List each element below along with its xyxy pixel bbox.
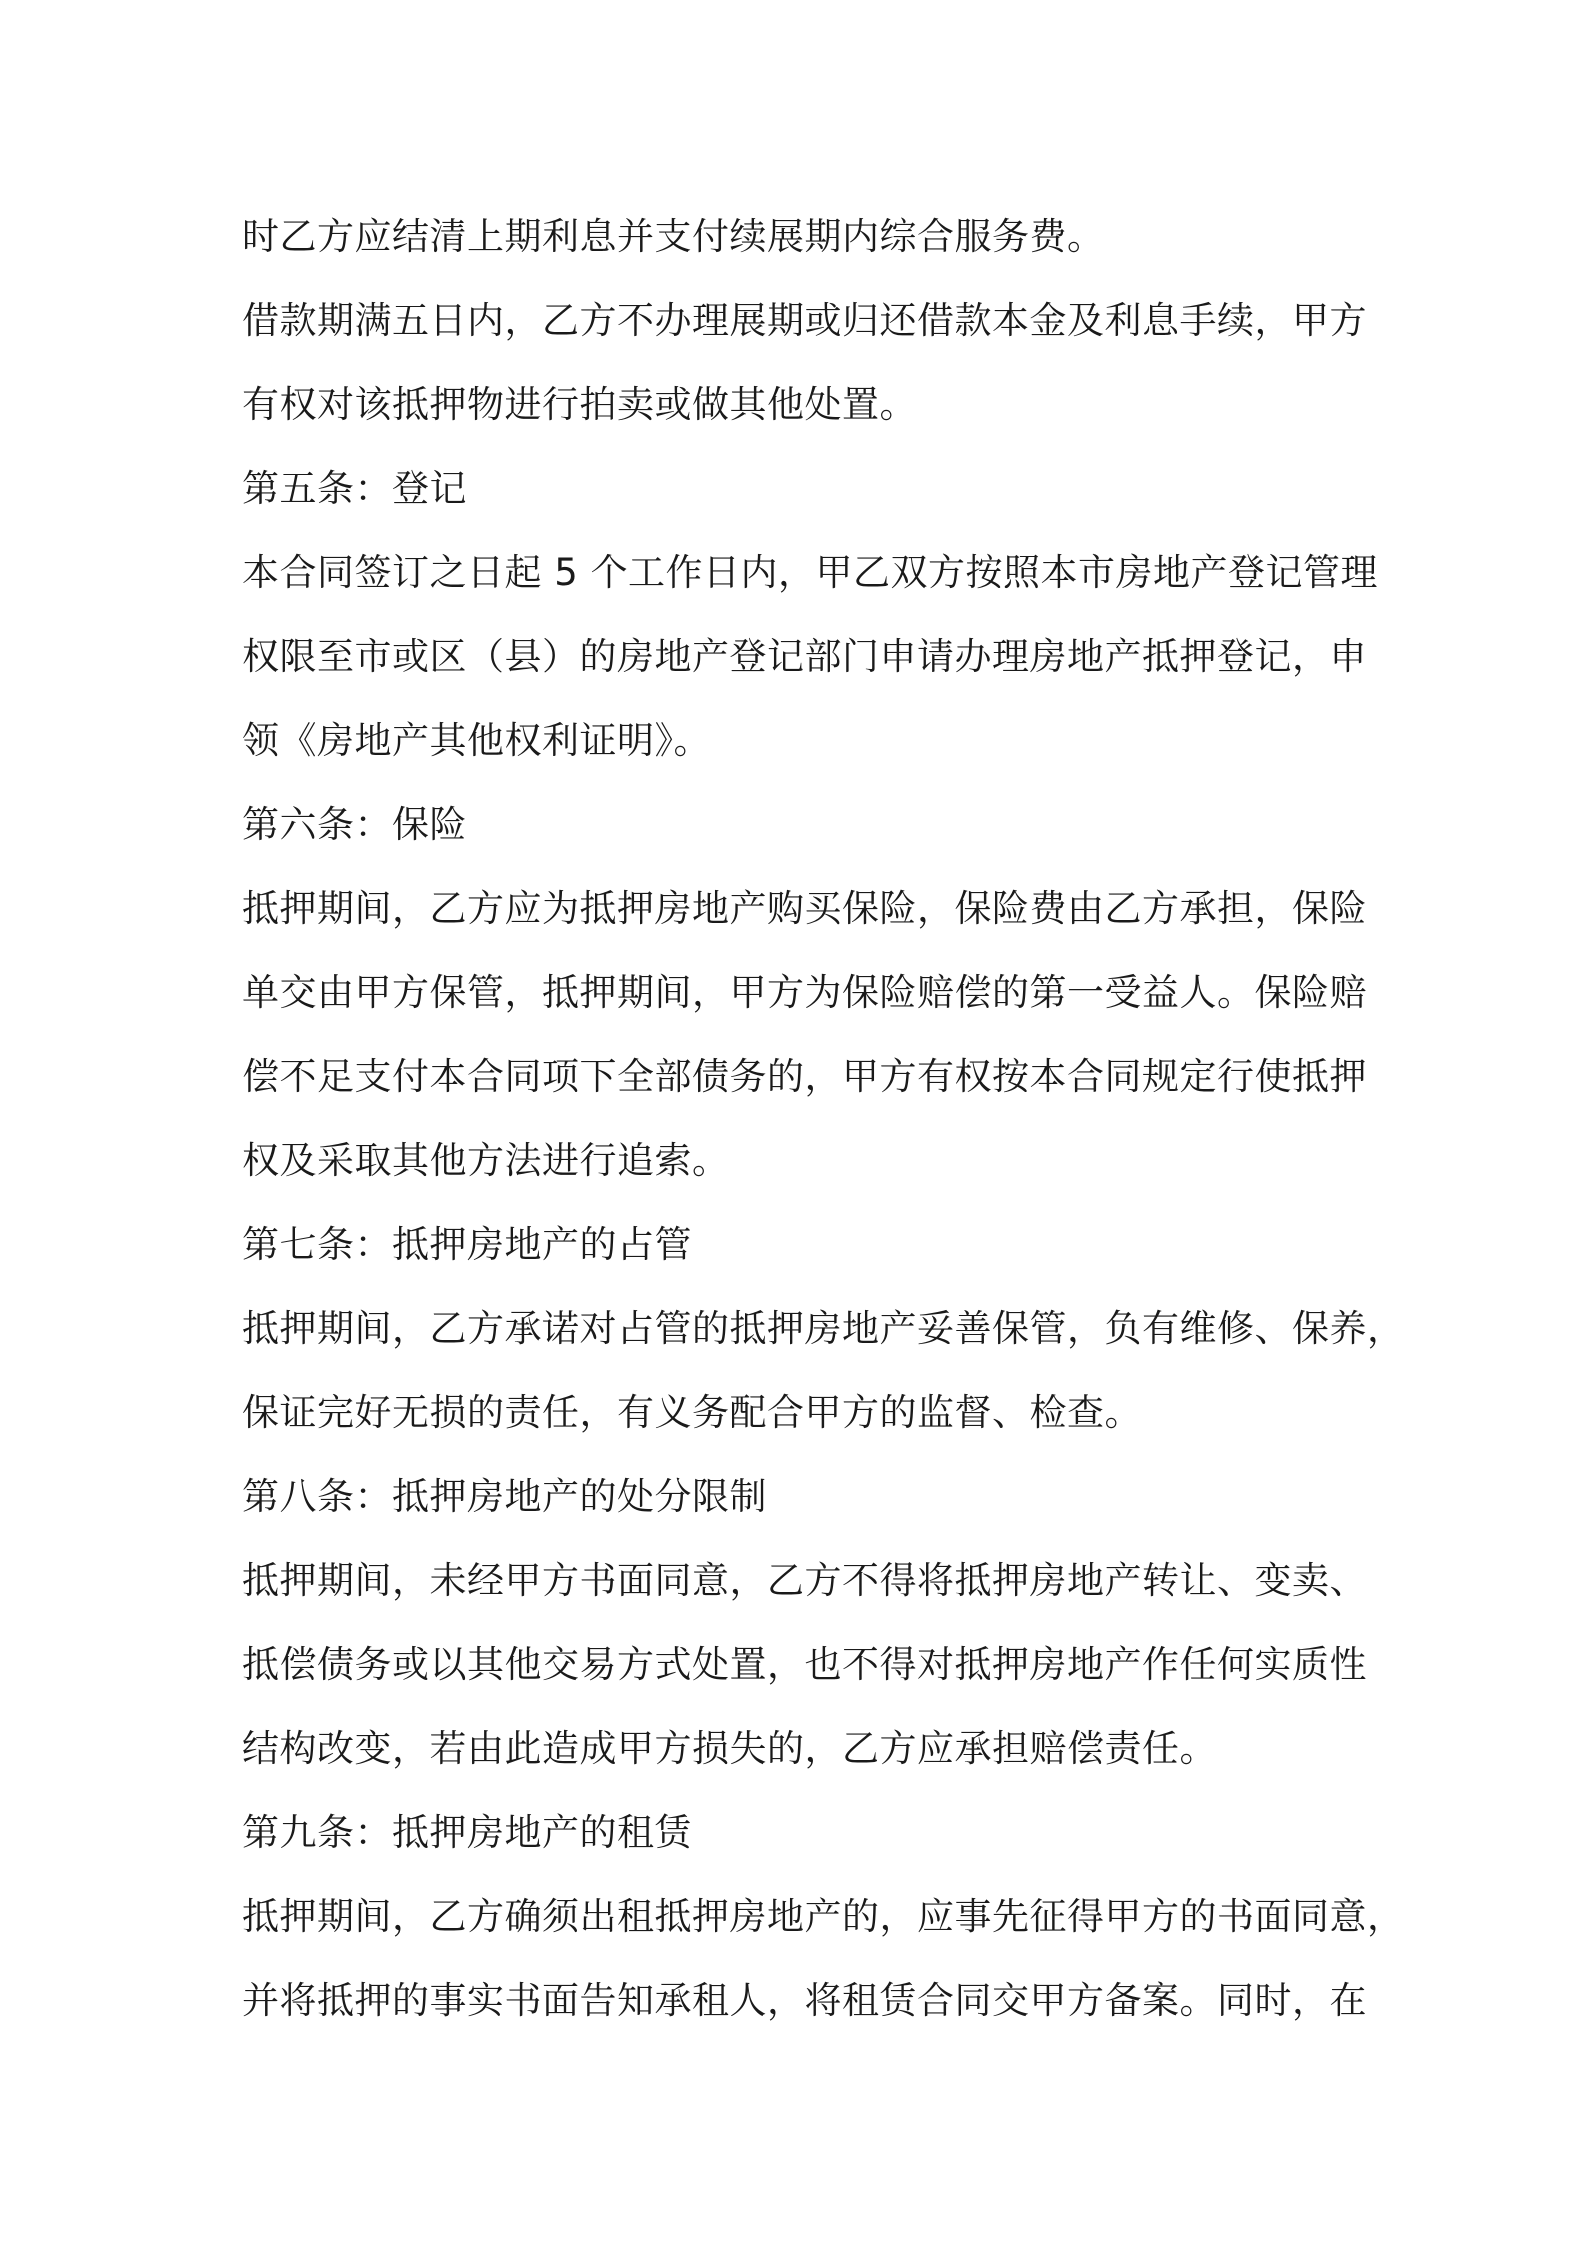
paragraph-line: 保证完好无损的责任，有义务配合甲方的监督、检查。 xyxy=(242,1391,1142,1434)
paragraph-line: 抵押期间，未经甲方书面同意，乙方不得将抵押房地产转让、变卖、 xyxy=(242,1559,1367,1602)
paragraph-line: 偿不足支付本合同项下全部债务的，甲方有权按本合同规定行使抵押 xyxy=(242,1055,1367,1098)
paragraph-line: 有权对该抵押物进行拍卖或做其他处置。 xyxy=(242,383,917,426)
paragraph-line: 抵押期间，乙方确须出租抵押房地产的，应事先征得甲方的书面同意， xyxy=(242,1895,1405,1938)
paragraph-line: 领《房地产其他权利证明》。 xyxy=(242,719,711,762)
article-heading-8: 第八条：抵押房地产的处分限制 xyxy=(242,1475,767,1518)
document-body xyxy=(242,195,1405,2043)
paragraph-line: 本合同签订之日起 5 个工作日内，甲乙双方按照本市房地产登记管理 xyxy=(242,551,1379,594)
paragraph-line: 权限至市或区（县）的房地产登记部门申请办理房地产抵押登记，申 xyxy=(242,635,1367,678)
paragraph-line: 抵押期间，乙方承诺对占管的抵押房地产妥善保管，负有维修、保养， xyxy=(242,1307,1405,1350)
article-heading-5: 第五条：登记 xyxy=(242,467,467,510)
paragraph-line: 单交由甲方保管，抵押期间，甲方为保险赔偿的第一受益人。保险赔 xyxy=(242,971,1367,1014)
article-heading-7: 第七条：抵押房地产的占管 xyxy=(242,1223,692,1266)
paragraph-line: 权及采取其他方法进行追索。 xyxy=(242,1139,730,1182)
paragraph-line: 结构改变，若由此造成甲方损失的，乙方应承担赔偿责任。 xyxy=(242,1727,1217,1770)
article-heading-6: 第六条：保险 xyxy=(242,803,467,846)
paragraph-line: 借款期满五日内，乙方不办理展期或归还借款本金及利息手续，甲方 xyxy=(242,299,1367,342)
paragraph-line: 并将抵押的事实书面告知承租人，将租赁合同交甲方备案。同时，在 xyxy=(242,1979,1367,2022)
article-heading-9: 第九条：抵押房地产的租赁 xyxy=(242,1811,692,1854)
paragraph-line: 抵偿债务或以其他交易方式处置，也不得对抵押房地产作任何实质性 xyxy=(242,1643,1367,1686)
paragraph-line: 时乙方应结清上期利息并支付续展期内综合服务费。 xyxy=(242,215,1105,258)
paragraph-line: 抵押期间，乙方应为抵押房地产购买保险，保险费由乙方承担，保险 xyxy=(242,887,1367,930)
